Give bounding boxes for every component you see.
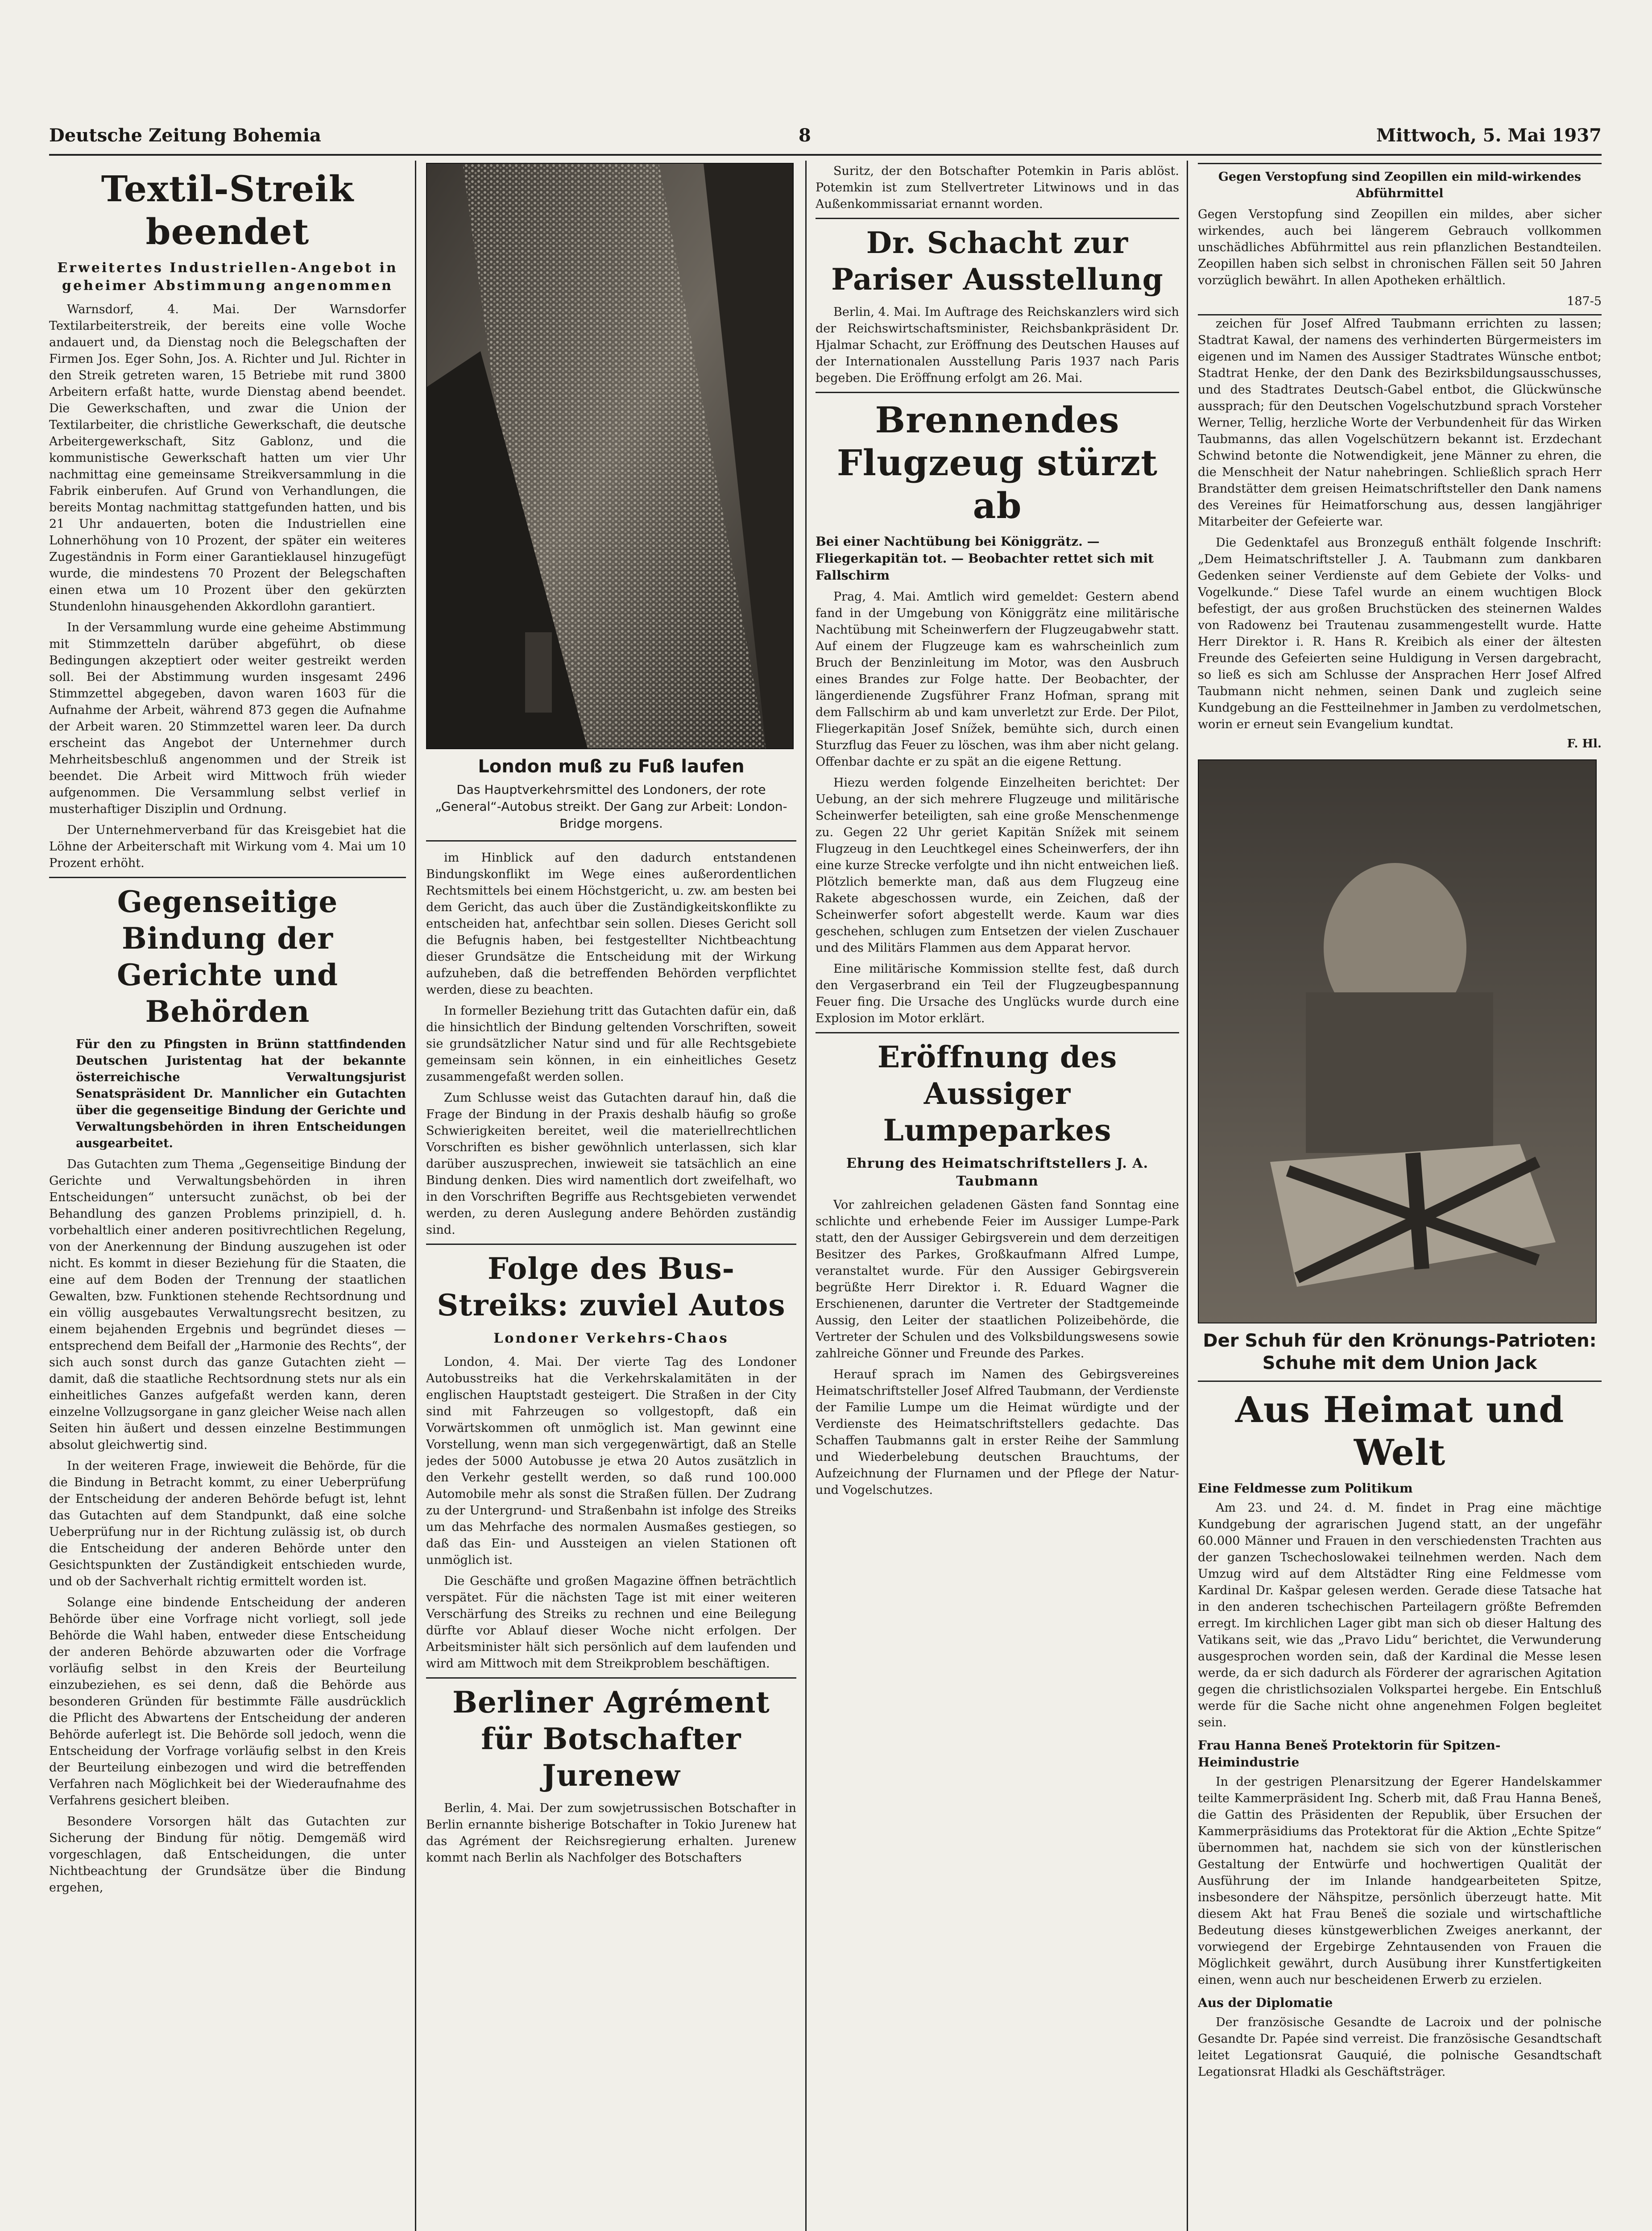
photo-london-bridge — [426, 163, 794, 749]
article-rule — [816, 1032, 1179, 1033]
article-paragraph: Eine militärische Kommission stellte fest, daß durch den Vergaserbrand ein Teil der Flugzeugbespannung Feuer fing. Die Ursache des Unglücks wurde durch eine Explosion im Motor erklärt. — [816, 962, 1179, 1025]
column-1 — [49, 163, 406, 2231]
section-diplomatie: Aus der Diplomatie — [1198, 1995, 1333, 2010]
article-paragraph: Suritz, der den Botschafter Potemkin in Paris ablöst. Potemkin ist zum Stellvertreter Litwinows und in das Außenkommissariat ernannt worden. — [816, 164, 1179, 211]
section-feldmesse: Eine Feldmesse zum Politikum — [1198, 1481, 1413, 1496]
ad-text: Gegen Verstopfung sind Zeopillen ein mildes, aber sicher wirkendes, auch bei längerem Gebrauch vollkommen unschädliches Abführmittel aus rein pflanzlichen Bestandteilen. Zeopillen haben sich selbst in chronischen Fällen seit 50 Jahren vorzüglich bewährt. In allen Apotheken erhältlich. — [1198, 207, 1602, 287]
article-paragraph: Besondere Vorsorgen hält das Gutachten zur Sicherung der Bindung für nötig. Demgemäß wird vorgeschlagen, daß Entscheidungen, die unter Nichtbeachtung der Grundsätze über die Bindung ergehen, — [49, 1815, 406, 1895]
crowd-photo-graphic — [427, 164, 793, 748]
column-divider — [1187, 161, 1188, 2231]
article-paragraph: Vor zahlreichen geladenen Gästen fand Sonntag eine schlichte und erhebende Feier im Aussiger Lumpe-Park statt, den der Aussiger Gebirgsverein und dem derzeitigen Besitzer des Parkes, Großkaufmann Alfred Lumpe, veranstaltet wurde. Für den Aussiger Gebirgsverein begrüßte Herr Direktor i. R. Eduard Wagner die Erschienenen, darunter die Vertreter der Stadtgemeinde Aussig, den Leiter der staatlichen Polizeibehörde, die Vertreter der Schulen und des Volksbildungswesens sowie zahlreiche Gönner und Freunde des Parkes. — [816, 1198, 1179, 1360]
article-paragraph: London, 4. Mai. Der vierte Tag des Londoner Autobusstreiks hat die Verkehrskalamitäten in der englischen Hauptstadt gesteigert. Die Straßen in der City sind mit Fahrzeugen so vollgestopft, daß ein Vorwärtskommen oft unmöglich ist. Man gewinnt eine Vorstellung, wenn man sich vergegenwärtigt, daß an Stelle jedes der 5000 Autobusse je etwa 20 Autos zusätzlich in den Verkehr gestellt werden, so daß rund 100.000 Automobile mehr als sonst die Straßen füllen. Der Zudrang zu der Untergrund- und Straßenbahn ist infolge des Streiks um das Mehrfache des normalen Ausmaßes gestiegen, so daß das Ein- und Aussteigen an vielen Stationen oft unmöglich ist. — [426, 1355, 796, 1567]
issue-date: Mittwoch, 5. Mai 1937 — [1376, 125, 1602, 146]
headline-bindung: Gegenseitige Bindung der Gerichte und Behörden — [117, 884, 338, 1029]
article-rule — [816, 392, 1179, 393]
headline-lumpepark: Eröffnung des Aussiger Lumpeparkes — [877, 1040, 1118, 1148]
column-3 — [816, 163, 1179, 2231]
ad-title: Gegen Verstopfung sind Zeopillen ein mild-wirkendes Abführmittel — [1218, 170, 1582, 200]
article-paragraph: In der Versammlung wurde eine geheime Abstimmung mit Stimmzetteln darüber abgeführt, ob diese Bedingungen akzeptiert oder weiter gestreikt werden soll. Bei der Abstimmung wurden insgesamt 2496 Stimmzettel abgegeben, davon waren 1603 für die Aufnahme der Arbeit, während 873 gegen die Aufnahme der Arbeit waren. 20 Stimmzettel waren leer. Da durch erscheint das Angebot der Unternehmer durch Mehrheitsbeschluß angenommen und der Streik ist beendet. Die Arbeit wird Mittwoch früh wieder aufgenommen. Die Versammlung selbst verlief in musterhaftiger Disziplin und Ordnung. — [49, 621, 406, 816]
photo-title: London muß zu Fuß laufen — [478, 756, 745, 777]
article-paragraph: Am 23. und 24. d. M. findet in Prag eine mächtige Kundgebung der agrarischen Jugend statt, an der ungefähr 60.000 Männer und Frauen in den verschiedensten Trachten aus der ganzen Tschechoslowakei teilnehmen werden. Nach dem Umzug wird auf dem Altstädter Ring eine Feldmesse vom Kardinal Dr. Kašpar gelesen werden. Gerade diese Tatsache hat in den anderen tschechischen Parteilagern größte Befremden erregt. Im kirchlichen Lager gibt man sich ob dieser Haltung des Vatikans seit, wie das „Pravo Lidu“ berichtet, die Verwunderung ausgesprochen worden sein, daß der Kardinal die Messe lesen werde, da er sich dadurch als Förderer der agrarischen Agitation gegen die christlichsozialen Volkspartei hergebe. Ein Entschluß werde für die Sache nicht ohne angenehmen Folgen begleitet sein. — [1198, 1501, 1602, 1729]
article-paragraph: Der französische Gesandte de Lacroix und der polnische Gesandte Dr. Papée sind verreist. Die französische Gesandtschaft leitet Legationsrat Gauquié, die polnische Gesandtschaft Legationsrat Hladki als Geschäftsträger. — [1198, 2015, 1602, 2079]
section-benes: Frau Hanna Beneš Protektorin für Spitzen-Heimindustrie — [1198, 1738, 1501, 1770]
article-paragraph: Berlin, 4. Mai. Der zum sowjetrussischen Botschafter in Berlin ernannte bisherige Botschafter in Tokio Jurenew hat das Agrément der Reichsregierung erhalten. Jurenew kommt nach Berlin als Nachfolger des Botschafters — [426, 1801, 796, 1865]
article-rule — [426, 1677, 796, 1679]
photo-caption: Das Hauptverkehrsmittel des Londoners, der rote „General“-Autobus streikt. Der Gang zur Arbeit: London-Bridge morgens. — [435, 782, 787, 831]
article-paragraph: Solange eine bindende Entscheidung der anderen Behörde über eine Vorfrage nicht vorliegt, soll jede Behörde die Wahl haben, entweder diese Entscheidung der anderen Behörde abzuwarten oder die Vorfrage vorläufig selbst in den Kreis der Beurteilung einzubeziehen, es sei denn, daß die Behörde aus besonderen Gründen für bestimmte Fälle ausdrücklich die Pflicht des Abwartens der Entscheidung der anderen Behörde auferlegt ist. Die Behörde soll jedoch, wenn die Entscheidung der Vorfrage vorläufig selbst in den Kreis der Beurteilung einbezogen und wird die betreffenden Verfahren nach Möglichkeit bei der Wiederaufnahme des Verfahrens gesichert bleiben. — [49, 1596, 406, 1808]
article-rule — [49, 877, 406, 878]
article-paragraph: In formeller Beziehung tritt das Gutachten dafür ein, daß die hinsichtlich der Bindung geltenden Vorschriften, soweit sie grundsätzlicher Natur sind und für alle Rechtsgebiete gemeinsam sein können, in ein einheitliches Gesetz zusammengefaßt werden sollen. — [426, 1004, 796, 1084]
column-2 — [426, 163, 796, 2231]
article-paragraph: Herauf sprach im Namen des Gebirgsvereines Heimatschriftsteller Josef Alfred Taubmann, der Verdienste der Familie Lumpe um die Heimat würdigte und der Verdienste des Heimatschriftstellers gedachte. Das Schaffen Taubmanns galt in erster Reihe der Sammlung und Wiederbelebung deutschen Brauchtums, der Aufzeichnung der Flurnamen und der Pflege der Natur- und Vogelschutzes. — [816, 1368, 1179, 1497]
column-divider — [805, 161, 807, 2231]
headline-heimat-welt: Aus Heimat und Welt — [1235, 1389, 1565, 1473]
article-paragraph: In der gestrigen Plenarsitzung der Egerer Handelskammer teilte Kammerpräsident Ing. Scherb mit, daß Frau Hanna Beneš, die Gattin des Präsidenten der Republik, über Ersuchen der Kammerpräsidiums das Protektorat für die Aktion „Echte Spitze“ übernommen hat, nachdem sie sich von der künstlerischen Gestaltung der Entwürfe und hochwertigen Qualität der Ausführung der im Inlande handgearbeiteten Spitze, insbesondere der Nähspitze, persönlich überzeugt hatte. Mit diesem Akt hat Frau Beneš die soziale und wirtschaftliche Bedeutung dieses künstgewerblichen Zweiges anerkannt, der vorwiegend der Ergebirge Zehntausenden von Frauen die Möglichkeit gewährt, durch Ausübung ihrer Kunstfertigkeiten einen, wenn auch nur bescheidenen Erwerb zu erzielen. — [1198, 1775, 1602, 1987]
headline-textil-streik: Textil-Streik beendet — [101, 168, 354, 253]
article-rule — [426, 840, 796, 842]
photo-union-jack-shoe — [1198, 759, 1597, 1323]
column-divider — [415, 161, 416, 2231]
article-rule — [816, 218, 1179, 219]
article-paragraph: Der Unternehmerverband für das Kreisgebiet hat die Löhne der Arbeiterschaft mit Wirkung vom 4. Mai um 10 Prozent erhöht. — [49, 823, 406, 870]
subheadline-textil: Erweitertes Industriellen-Angebot in geheimer Abstimmung angenommen — [57, 260, 398, 294]
headline-flugzeug: Brennendes Flugzeug stürzt ab — [836, 399, 1158, 527]
column-4 — [1198, 163, 1602, 2231]
article-paragraph: Prag, 4. Mai. Amtlich wird gemeldet: Gestern abend fand in der Umgebung von Königgrätz eine militärische Nachtübung mit Scheinwerfern der Flugzeugabwehr statt. Auf einem der Flugzeuge kam es wahrscheinlich zum Bruch der Benzinleitung im Motor, was den Ausbruch eines Brandes zur Folge hatte. Der Beobachter, der längerdienende Zugsführer Franz Hofman, sprang mit dem Fallschirm ab und kam unverletzt zur Erde. Der Pilot, Fliegerkapitän Josef Snížek, bemühte sich, durch einen Sturzflug das Feuer zu löschen, was ihm aber nicht gelang. Offenbar dachte er zu spät an die eigene Rettung. — [816, 590, 1179, 769]
article-paragraph: im Hinblick auf den dadurch entstandenen Bindungskonflikt im Wege eines außerordentlichen Rechtsmittels bei einem Höchstgericht, u. zw. am besten bei dem Gericht, das auch über die Zuständigkeitskonflikte zu entscheiden hat, anfechtbar sein sollen. Dieses Gericht soll die Befugnis haben, bei festgestellter Nichtbeachtung dieser Grundsätze die Entscheidung mit der Wirkung aufzuheben, daß die betreffenden Behörden verpflichtet werden, diese zu beachten. — [426, 851, 796, 997]
article-paragraph: Die Geschäfte und großen Magazine öffnen beträchtlich verspätet. Für die nächsten Tage ist mit einer weiteren Verschärfung des Streiks zu rechnen und eine Beilegung dürfte vor Ablauf dieser Woche nicht erfolgen. Der Arbeitsminister hält sich persönlich auf dem laufenden und wird am Mittwoch mit dem Streikproblem beschäftigen. — [426, 1574, 796, 1671]
headline-agrement: Berliner Agrément für Botschafter Jurenew — [452, 1685, 770, 1793]
article-paragraph: Zum Schlusse weist das Gutachten darauf hin, daß die Frage der Bindung in der Praxis deshalb häufig so große Schwierigkeiten bereitet, weil die materiellrechtlichen Vorschriften es bisher gewöhnlich unterlassen, sich klar darüber auszusprechen, inwieweit sie tatsächlich an eine Bindung denken. Dies wird namentlich dort zweifelhaft, wo in den Vorschriften Begriffe aus Rechtsgebieten verwendet werden, zu deren Auslegung andere Behörden zuständig sind. — [426, 1091, 796, 1237]
article-rule — [426, 1244, 796, 1245]
author-signature: F. Hl. — [1567, 737, 1602, 751]
page-number: 8 — [799, 125, 811, 146]
article-rule — [1198, 1381, 1602, 1382]
ad-code: 187-5 — [1567, 294, 1602, 308]
headline-bus-streik: Folge des Bus-Streiks: zuviel Autos — [437, 1251, 786, 1323]
article-paragraph: Die Gedenktafel aus Bronzeguß enthält folgende Inschrift: „Dem Heimatschriftsteller J. A. Taubmann zum dankbaren Gedenken seiner Verdienste auf dem Gebiete der Volks- und Vogelkunde.“ Diese Tafel wurde an einem wuchtigen Block befestigt, der aus großen Bruchstücken des steinernen Waldes von Radowenz bei Trautenau zusammengestellt wurde. Hatte Herr Direktor i. R. Hans R. Kreibich als einer der ältesten Freunde des Gefeierten seine Huldigung in Versen dargebracht, so ließ es sich am Schlusse der Ansprachen Herr Josef Alfred Taubmann nicht nehmen, seinen Dank und zugleich seine Kundgebung an die Festteilnehmer in Jamben zu verdolmetschen, worin er erneut sein Evangelium kundtat. — [1198, 536, 1602, 731]
masthead-rule — [49, 154, 1602, 156]
subheadline-lumpepark: Ehrung des Heimatschriftstellers J. A. Taubmann — [846, 1156, 1149, 1189]
article-paragraph: In der weiteren Frage, inwieweit die Behörde, für die die Bindung in Betracht kommt, zu einer Ueberprüfung der Entscheidung der anderen Behörde befugt ist, lehnt das Gutachten auf dem Standpunkt, daß eine solche Ueberprüfung nur in der Richtung zulässig ist, ob durch die Entscheidung der anderen Behörde unter den Gesichtspunkten der Zuständigkeit entschieden wurde, und ob der Sachverhalt richtig ermittelt worden ist. — [49, 1459, 406, 1588]
photo-caption-shoe: Der Schuh für den Krönungs-Patrioten: Schuhe mit dem Union Jack — [1203, 1331, 1597, 1373]
subheadline-verkehrs-chaos: Londoner Verkehrs-Chaos — [493, 1331, 729, 1346]
advertisement-box — [1198, 163, 1602, 315]
paper-name: Deutsche Zeitung Bohemia — [49, 125, 321, 146]
article-intro: Für den zu Pfingsten in Brünn stattfindenden Deutschen Juristentag hat der bekannte österreichische Verwaltungsjurist Senatspräsident Dr. Mannlicher ein Gutachten über die gegenseitige Bindung der Gerichte und Verwaltungsbehörden in ihren Entscheidungen ausgearbeitet. — [76, 1037, 406, 1150]
masthead — [49, 120, 1602, 152]
article-paragraph: Warnsdorf, 4. Mai. Der Warnsdorfer Textilarbeiterstreik, der bereits eine volle Woche andauert und, da Dienstag noch die Belegschaften der Firmen Jos. Eger Sohn, Jos. A. Richter und Jul. Richter in den Streik getreten waren, 15 Betriebe mit rund 3800 Arbeitern erfaßt hatte, wurde Dienstag abend beendet. Die Gewerkschaften, und zwar die Union der Textilarbeiter, die christliche Gewerkschaft, die deutsche Arbeitergewerkschaft, Sitz Gablonz, und die kommunistische Gewerkschaft hatten um vier Uhr nachmittag eine gemeinsame Streikversammlung in die Fabrik einberufen. Auf Grund von Verhandlungen, die bereits Montag nachmittag stattgefunden hatten, und bis 21 Uhr andauerten, boten die Industriellen eine Lohnerhöhung von 10 Prozent, der später ein weiteres Zugeständnis in Form einer Garantieklausel hinzugefügt wurde, die mindestens 70 Prozent der Belegschaften einen etwa um 10 Prozent über den gekürzten Stundenlohn hinausgehenden Akkordlohn garantiert. — [49, 303, 406, 614]
article-paragraph: zeichen für Josef Alfred Taubmann errichten zu lassen; Stadtrat Kawal, der namens des verhinderten Bürgermeisters im eigenen und im Namen des Aussiger Stadtrates Wünsche entbot; Stadtrat Henke, der den Dank des Bezirksbildungsausschusses, und des Stadtrates Deutsch-Gabel entbot, die Glückwünsche aussprach; für den Deutschen Vogelschutzbund sprach Vorsteher Werner, Tellig, herzliche Worte der Verbundenheit für das Wirken Taubmanns, das allen Vogelschützern bekannt ist. Erzdechant Schwind betonte die Notwendigkeit, jene Männer zu ehren, die die Menschheit der Natur nahebringen. Schließlich sprach Herr Brandstätter dem greisen Heimatschriftsteller den Dank namens des Vereines für Heimatforschung aus, dessen langjähriger Mitarbeiter der Gefeierte war. — [1198, 317, 1602, 529]
shoe-photo-graphic — [1199, 760, 1596, 1323]
article-paragraph: Berlin, 4. Mai. Im Auftrage des Reichskanzlers wird sich der Reichswirtschaftsminister, Reichsbankpräsident Dr. Hjalmar Schacht, zur Eröffnung des Deutschen Hauses auf der Internationalen Ausstellung Paris 1937 nach Paris begeben. Die Eröffnung erfolgt am 26. Mai. — [816, 305, 1179, 385]
article-paragraph: Das Gutachten zum Thema „Gegenseitige Bindung der Gerichte und Verwaltungsbehörden in ihren Entscheidungen“ untersucht zunächst, ob bei der Behandlung des ganzen Problems prinzipiell, d. h. vorbehaltlich einer anderen positivrechtlichen Regelung, von der Anerkennung der Bindung auszugehen ist oder nicht. Es kommt in dieser Beziehung für die Staaten, die eine auf dem Boden der Trennung der staatlichen Gewalten, bzw. Funktionen stehende Rechtsordnung und ein völlig ausgebautes Verwaltungsrecht besitzen, zu einem bejahenden Ergebnis und begründet dieses — entsprechend dem Beifall der „Harmonie des Rechts“, der sich auch sonst durch das ganze Gutachten zieht — damit, daß die staatliche Rechtsordnung stets nur als ein einheitliches Ganzes aufgefaßt werden kann, deren einzelne Vollzugsorgane in ganz gleicher Weise nach allen Seiten hin äußert und dessen einzelne Bestimmungen absolut gleichwertig sind. — [49, 1157, 406, 1452]
headline-schacht: Dr. Schacht zur Pariser Ausstellung — [831, 225, 1163, 297]
article-paragraph: Hiezu werden folgende Einzelheiten berichtet: Der Uebung, an der sich mehrere Flugzeuge und militärische Scheinwerfer beteiligten, sah eine große Menschenmenge zu. Gegen 22 Uhr geriet Kapitän Snížek mit seinem Flugzeug in den Leuchtkegel eines Scheinwerfers, der ihn eine kurze Strecke verfolgte und ihn nicht entweichen ließ. Plötzlich bemerkte man, daß aus dem Flugzeug eine Rakete abgeschossen wurde, ein Zeichen, daß der Scheinwerfer sofort abgestellt werde. Kaum war dies geschehen, schlugen zum Entsetzen der vielen Zuschauer und des Militärs Flammen aus dem Apparat hervor. — [816, 776, 1179, 955]
subheadline-flugzeug: Bei einer Nachtübung bei Königgrätz. — Fliegerkapitän tot. — Beobachter rettet sich mit Fallschirm — [816, 534, 1154, 583]
